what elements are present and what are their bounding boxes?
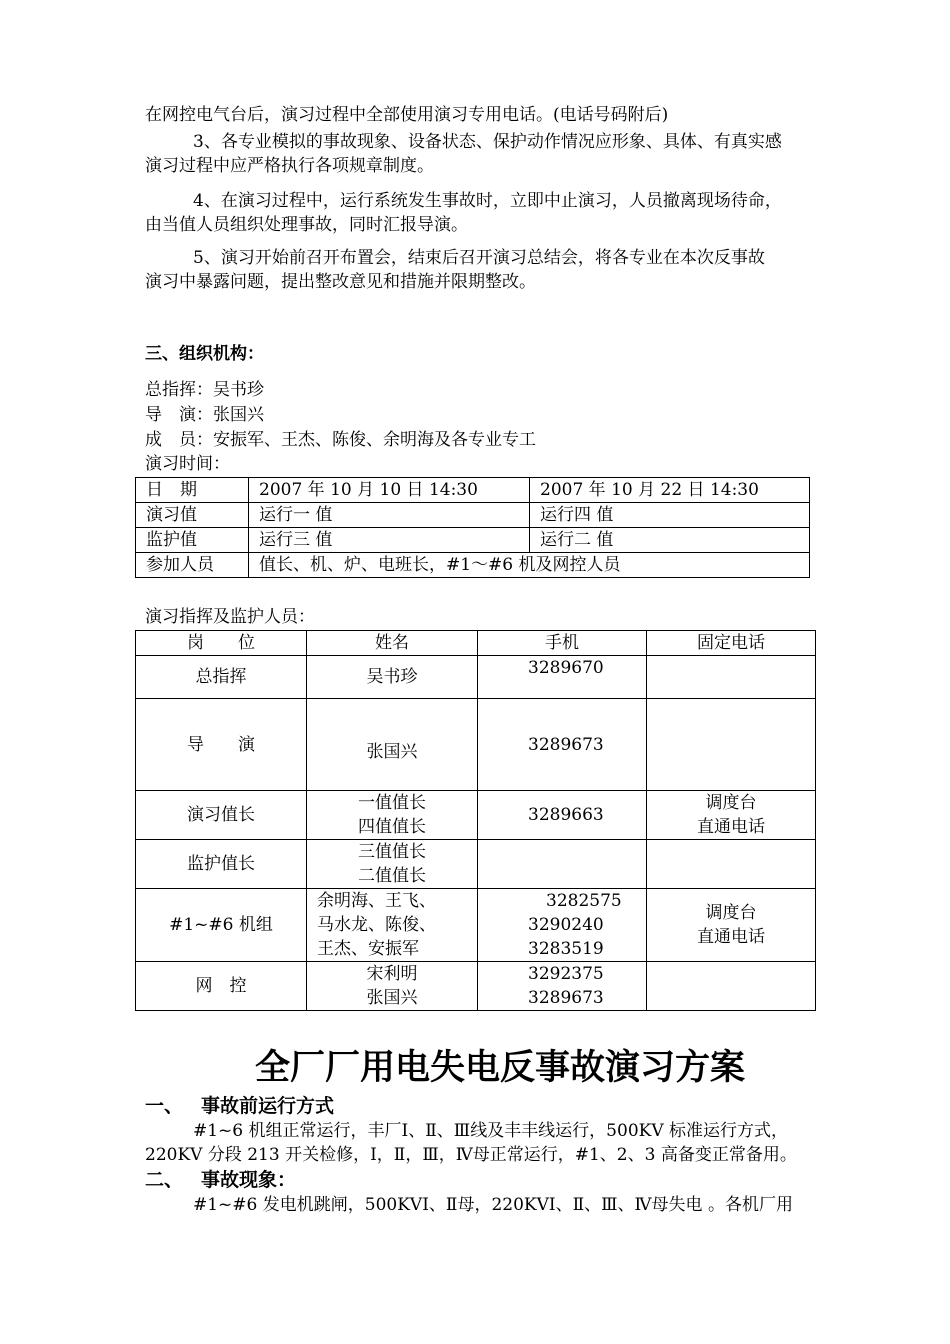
- intro-line-5: 由当值人员组织处理事故，同时汇报导演。: [145, 215, 468, 235]
- heading-number: 二、: [145, 1169, 184, 1191]
- table-row: [136, 656, 816, 699]
- intro-line-7: 演习中暴露问题，提出整改意见和措施并限期整改。: [145, 272, 536, 292]
- column-header: 姓名: [307, 631, 478, 656]
- heading-text: 事故前运行方式: [201, 1095, 335, 1117]
- table-row: [136, 889, 816, 962]
- intro-line-6: 5、演习开始前召开布置会，结束后召开演习总结会，将各专业在本次反事故: [193, 248, 765, 268]
- mobile-cell: [478, 791, 647, 840]
- plan-heading-1: [145, 1093, 334, 1119]
- table-cell: 演习值: [136, 503, 249, 528]
- column-header: 岗 位: [136, 631, 307, 656]
- fixed-phone-text: 直通电话: [697, 927, 765, 947]
- name-text: 王杰、安振军: [317, 939, 419, 959]
- fixed-phone-cell: [647, 656, 816, 699]
- fixed-phone-cell: [647, 699, 816, 791]
- post-cell: 总指挥: [136, 656, 307, 699]
- post-cell: #1~#6 机组: [136, 889, 307, 962]
- table-row: [136, 840, 816, 889]
- table-cell: 2007 年 10 月 22 日 14:30: [530, 478, 810, 503]
- fixed-phone-cell: [647, 840, 816, 889]
- table-cell: 运行三 值: [249, 528, 530, 553]
- names-cell: [307, 889, 478, 962]
- name-text: 张国兴: [366, 741, 418, 762]
- mobile-text: 3289673: [528, 988, 604, 1008]
- name-text: 三值值长: [358, 842, 426, 862]
- table-row: [136, 478, 810, 503]
- table-cell: 运行一 值: [249, 503, 530, 528]
- mobile-cell: [478, 699, 647, 791]
- column-header: 手机: [478, 631, 647, 656]
- table-cell: 运行四 值: [530, 503, 810, 528]
- table-row: [136, 553, 810, 578]
- post-cell: 演习值长: [136, 791, 307, 840]
- table-cell: 监护值: [136, 528, 249, 553]
- fixed-phone-text: 直通电话: [697, 817, 765, 837]
- table-row: [136, 791, 816, 840]
- intro-line-4: 4、在演习过程中，运行系统发生事故时，立即中止演习，人员撤离现场待命，: [193, 191, 782, 211]
- mobile-text: 3283519: [528, 939, 604, 959]
- section-3-heading: 三、组织机构：: [145, 344, 264, 364]
- name-text: 宋利明: [366, 964, 418, 984]
- mobile-cell: [478, 656, 647, 699]
- post-cell: 监护值长: [136, 840, 307, 889]
- name-text: 张国兴: [366, 988, 418, 1008]
- fixed-phone-cell: [647, 791, 816, 840]
- names-cell: [307, 962, 478, 1011]
- table-row: [136, 528, 810, 553]
- names-cell: [307, 791, 478, 840]
- name-text: 一值值长: [358, 793, 426, 813]
- fixed-phone-cell: [647, 889, 816, 962]
- fixed-phone-cell: [647, 962, 816, 1011]
- table-cell: 参加人员: [136, 553, 249, 578]
- mobile-text: 3289673: [528, 734, 604, 755]
- name-text: 吴书珍: [366, 667, 418, 687]
- staff-table: [135, 630, 816, 1011]
- names-cell: [307, 656, 478, 699]
- mobile-text: 3290240: [528, 915, 604, 935]
- fixed-phone-text: 调度台: [705, 903, 757, 923]
- mobile-cell: [478, 889, 647, 962]
- names-cell: [307, 840, 478, 889]
- members-line: 成 员：安振军、王杰、陈俊、余明海及各专业专工: [145, 430, 536, 450]
- name-text: 马水龙、陈俊、: [317, 915, 436, 935]
- mobile-cell: [478, 840, 647, 889]
- intro-line-3: 演习过程中应严格执行各项规章制度。: [145, 156, 434, 176]
- mobile-text: 3289663: [528, 805, 604, 825]
- table-cell: 日 期: [136, 478, 249, 503]
- table-cell: 值长、机、炉、电班长，#1～#6 机及网控人员: [249, 553, 810, 578]
- name-text: 四值值长: [358, 817, 426, 837]
- table-row: [136, 503, 810, 528]
- table-row: [136, 962, 816, 1011]
- column-header: 固定电话: [647, 631, 816, 656]
- commander-line: 总指挥：吴书珍: [145, 380, 264, 400]
- post-cell: 网 控: [136, 962, 307, 1011]
- plan-paragraph-1-line-1: #1~6 机组正常运行，丰厂Ⅰ、Ⅱ、Ⅲ线及丰丰线运行，500KV 标准运行方式，: [193, 1121, 789, 1141]
- name-text: 余明海、王飞、: [317, 891, 436, 911]
- names-cell: [307, 699, 478, 791]
- mobile-text: 3282575: [546, 891, 622, 911]
- heading-number: 一、: [145, 1095, 184, 1117]
- intro-line-2: 3、各专业模拟的事故现象、设备状态、保护动作情况应形象、具体、有真实感: [193, 132, 782, 152]
- mobile-cell: [478, 962, 647, 1011]
- table-row: [136, 699, 816, 791]
- heading-text: 事故现象：: [201, 1169, 297, 1191]
- director-line: 导 演：张国兴: [145, 405, 264, 425]
- drill-time-table: [135, 477, 810, 578]
- plan-heading-2: [145, 1167, 296, 1193]
- name-text: 二值值长: [358, 866, 426, 886]
- plan-paragraph-2-line-1: #1~#6 发电机跳闸，500KVⅠ、Ⅱ母，220KVⅠ、Ⅱ、Ⅲ、Ⅳ母失电 。各机厂用: [193, 1195, 793, 1215]
- staff-label: 演习指挥及监护人员：: [145, 607, 315, 627]
- fixed-phone-text: 调度台: [705, 793, 757, 813]
- plan-paragraph-1-line-2: 220KV 分段 213 开关检修，Ⅰ，Ⅱ，Ⅲ，Ⅳ母正常运行，#1、2、3 高备变正常备用。: [145, 1145, 797, 1165]
- plan-title: 全厂厂用电失电反事故演习方案: [254, 1047, 745, 1088]
- post-cell: 导 演: [136, 699, 307, 791]
- mobile-text: 3292375: [528, 964, 604, 984]
- table-header-row: [136, 631, 816, 656]
- mobile-text: 3289670: [528, 658, 604, 678]
- time-label: 演习时间：: [145, 454, 230, 474]
- table-cell: 2007 年 10 月 10 日 14:30: [249, 478, 530, 503]
- intro-line-1: 在网控电气台后，演习过程中全部使用演习专用电话。(电话号码附后): [145, 105, 669, 125]
- table-cell: 运行二 值: [530, 528, 810, 553]
